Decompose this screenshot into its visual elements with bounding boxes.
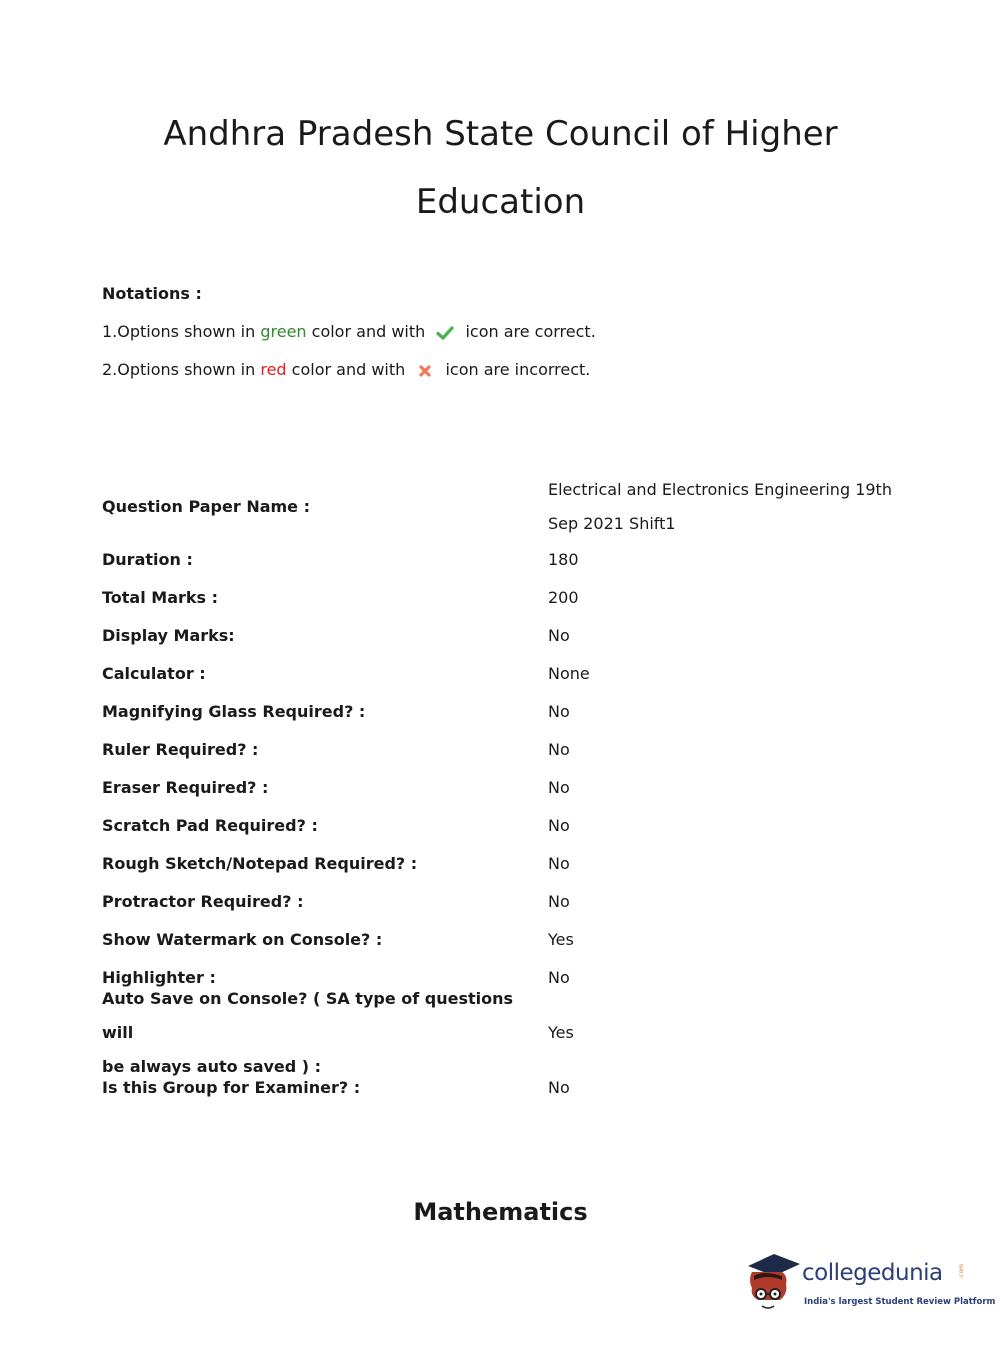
- info-value: No: [548, 702, 570, 721]
- notation-correct-prefix: 1.Options shown in: [102, 322, 261, 341]
- info-value: No: [548, 740, 570, 759]
- info-label: Calculator :: [102, 664, 206, 683]
- logo-tagline: India's largest Student Review Platform: [804, 1297, 996, 1307]
- info-label: Highlighter :: [102, 968, 216, 987]
- info-value: [548, 473, 922, 541]
- logo-domain-suffix: .com: [958, 1264, 965, 1279]
- notation-incorrect-color-word: red: [260, 360, 287, 379]
- info-value: No: [548, 778, 570, 797]
- notation-incorrect-prefix: 2.Options shown in: [102, 360, 261, 379]
- collegedunia-logo: [742, 1250, 996, 1314]
- page-title-line2: Education: [415, 182, 586, 222]
- page-title: [0, 100, 1001, 236]
- notation-incorrect: [102, 356, 596, 384]
- info-value: 180: [548, 550, 579, 569]
- info-label: Show Watermark on Console? :: [102, 930, 383, 949]
- info-row: [102, 617, 922, 655]
- info-row-examiner: [102, 1069, 922, 1107]
- info-row: [102, 883, 922, 921]
- info-row: [102, 693, 922, 731]
- paper-name-line2: Sep 2021 Shift1: [548, 514, 676, 533]
- info-row: [102, 769, 922, 807]
- info-label: Is this Group for Examiner? :: [102, 1078, 361, 1097]
- info-row: [102, 541, 922, 579]
- info-value: Yes: [548, 930, 574, 949]
- info-label: Ruler Required? :: [102, 740, 259, 759]
- info-label: Question Paper Name :: [102, 497, 310, 516]
- info-label: Magnifying Glass Required? :: [102, 702, 366, 721]
- autosave-label-line1: Auto Save on Console? ( SA type of questions will: [102, 989, 514, 1042]
- info-row: [102, 731, 922, 769]
- info-value: No: [548, 626, 570, 645]
- notation-incorrect-middle: color and with: [286, 360, 411, 379]
- info-label: [102, 982, 548, 1084]
- info-row: [102, 845, 922, 883]
- notation-correct-color-word: green: [260, 322, 307, 341]
- autosave-label-line2: be always auto saved ) :: [102, 1057, 322, 1076]
- info-value: Yes: [548, 1023, 574, 1042]
- notation-correct-suffix: icon are correct.: [460, 322, 596, 341]
- info-value: 200: [548, 588, 579, 607]
- info-value: None: [548, 664, 590, 683]
- paper-name-line1: Electrical and Electronics Engineering 19th: [548, 480, 892, 499]
- student-mascot-icon: [742, 1250, 800, 1314]
- paper-info-table: [102, 473, 922, 1107]
- info-label: Display Marks:: [102, 626, 235, 645]
- notation-incorrect-suffix: icon are incorrect.: [440, 360, 591, 379]
- logo-brand: collegedunia: [802, 1260, 943, 1286]
- check-icon: [436, 323, 454, 341]
- info-label: Rough Sketch/Notepad Required? :: [102, 854, 418, 873]
- info-value: No: [548, 816, 570, 835]
- notation-correct: [102, 318, 596, 346]
- info-value: No: [548, 892, 570, 911]
- info-label: Eraser Required? :: [102, 778, 269, 797]
- notations-heading: Notations :: [102, 284, 202, 303]
- notations-section: [102, 280, 596, 394]
- info-row: [102, 921, 922, 959]
- info-label: Duration :: [102, 550, 193, 569]
- info-value: No: [548, 854, 570, 873]
- info-value: No: [548, 1078, 570, 1097]
- info-row: [102, 807, 922, 845]
- info-label: Scratch Pad Required? :: [102, 816, 318, 835]
- notation-correct-middle: color and with: [306, 322, 431, 341]
- info-row: [102, 655, 922, 693]
- info-row: [102, 579, 922, 617]
- section-title: Mathematics: [413, 1198, 588, 1226]
- info-row-autosave: [102, 989, 922, 1076]
- info-row-paper-name: [102, 473, 922, 541]
- page-title-line1: Andhra Pradesh State Council of Higher: [163, 114, 838, 154]
- info-value: No: [548, 968, 570, 987]
- info-label: Total Marks :: [102, 588, 219, 607]
- info-label: Protractor Required? :: [102, 892, 304, 911]
- cross-icon: [416, 361, 434, 379]
